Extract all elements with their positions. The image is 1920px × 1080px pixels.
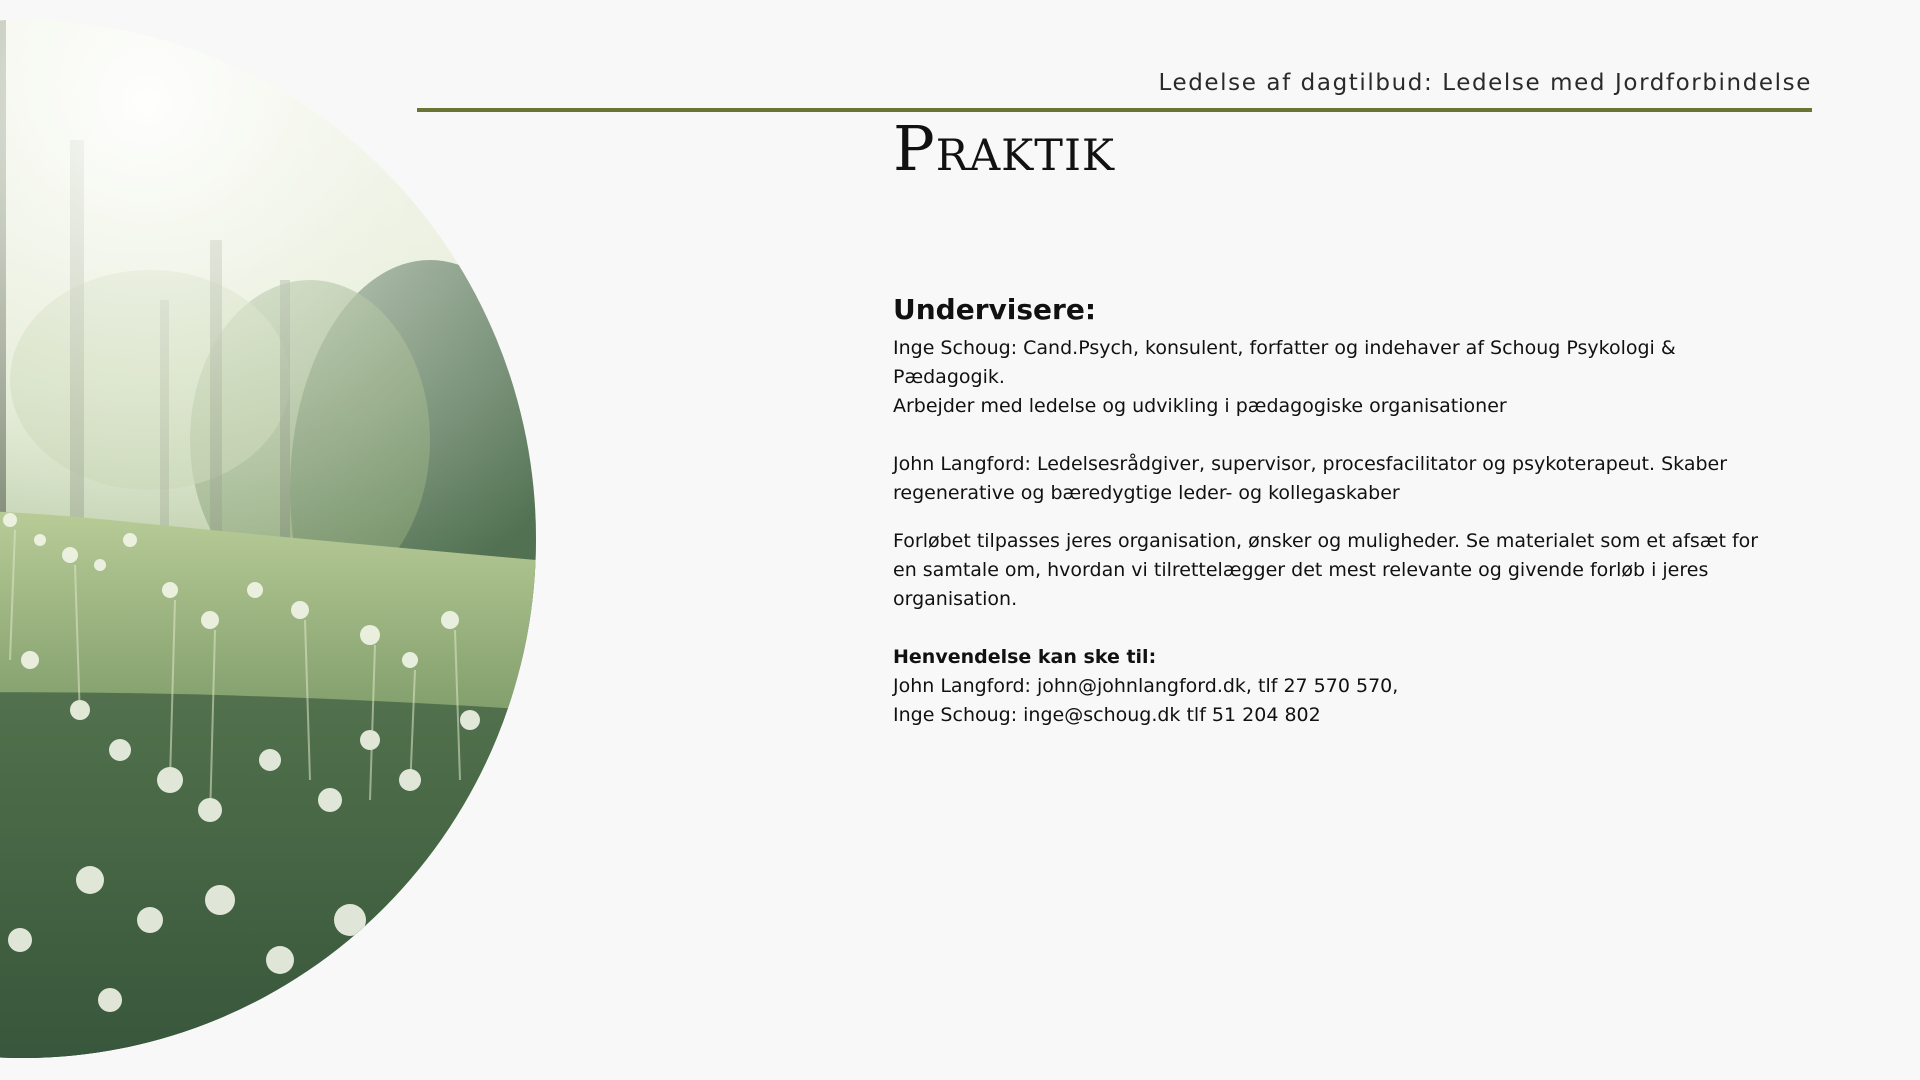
description-line: organisation.	[893, 588, 1018, 610]
description-paragraph	[893, 527, 1793, 614]
spacer	[893, 614, 1793, 643]
presentation-title: Ledelse af dagtilbud: Ledelse med Jordforbindelse	[1158, 70, 1812, 96]
spacer	[893, 508, 1793, 527]
contact-block	[893, 643, 1793, 730]
content-block	[893, 290, 1793, 730]
teacher-line: Inge Schoug: Cand.Psych, konsulent, forfatter og indehaver af Schoug Psykologi & Pædagogik.	[893, 337, 1676, 388]
contact-line-inge[interactable]: Inge Schoug: inge@schoug.dk tlf 51 204 802	[893, 704, 1321, 726]
contact-heading: Henvendelse kan ske til:	[893, 646, 1157, 668]
description-line: Forløbet tilpasses jeres organisation, ønsker og muligheder. Se materialet som et afsæt for	[893, 530, 1759, 552]
description-line: en samtale om, hvordan vi tilrettelægger det mest relevante og givende forløb i jeres	[893, 559, 1709, 581]
teacher-line: Arbejder med ledelse og udvikling i pædagogiske organisationer	[893, 395, 1507, 417]
teacher-entry	[893, 334, 1793, 421]
meadow-forest-photo	[0, 20, 536, 1058]
teachers-heading: Undervisere:	[893, 293, 1097, 326]
teacher-entry	[893, 450, 1793, 508]
teacher-line: regenerative og bæredygtige leder- og kollegaskaber	[893, 482, 1400, 504]
page-title: Praktik	[893, 112, 1116, 185]
meadow-forest-illustration	[0, 20, 536, 1058]
contact-line-john[interactable]: John Langford: john@johnlangford.dk, tlf 27 570 570,	[893, 675, 1399, 697]
spacer	[893, 421, 1793, 450]
teacher-line: John Langford: Ledelsesrådgiver, supervisor, procesfacilitator og psykoterapeut. Skaber	[893, 453, 1728, 475]
